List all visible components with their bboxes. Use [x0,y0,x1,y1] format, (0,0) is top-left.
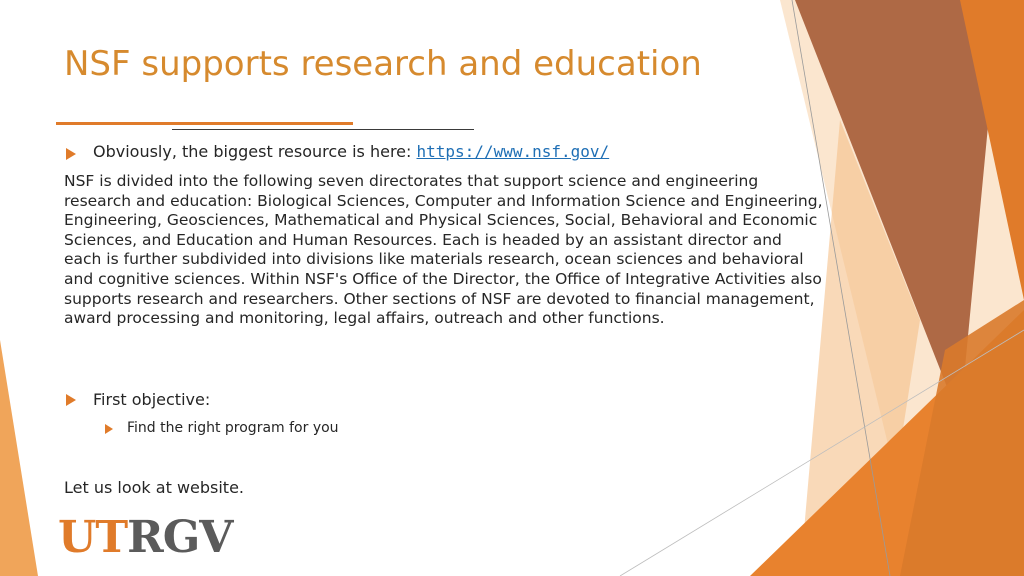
sub-bullet-program: Find the right program for you [127,420,339,436]
first-objective-bullet: First objective: [93,390,211,409]
logo-ut: UT [58,512,128,563]
closing-text: Let us look at website. [64,478,245,497]
nsf-link[interactable]: https://www.nsf.gov/ [416,142,610,161]
title-underline-dark [172,129,474,130]
triangle-right-icon [105,424,113,434]
left-orange-shape [0,340,38,576]
triangle-right-icon [66,394,76,406]
triangle-right-icon [66,148,76,160]
slide-title: NSF supports research and education [64,44,702,84]
title-underline-orange [56,122,353,125]
directorates-paragraph: NSF is divided into the following seven directorates that support science and engineering research and education: Biological Sciences, Computer and Information Science and Engineering, Engineering, Geosciences, Mathematical and Physical Sciences, Social, Behavioral and Economic Sciences, and Education and Human Resources. Each is headed by an assistant director and each is further subdivided into divisions like materials research, ocean sciences and behavioral and cognitive sciences. Within NSF's Office of the Director, the Office of Integrative Activities also supports research and researchers. Other sections of NSF are devoted to financial management, award processing and monitoring, legal affairs, outreach and other functions. [64,172,823,328]
bullet-resource-text: Obviously, the biggest resource is here: [93,142,417,161]
utrgv-logo [58,512,232,563]
logo-rgv: RGV [127,512,233,563]
bullet-resource [93,142,609,161]
